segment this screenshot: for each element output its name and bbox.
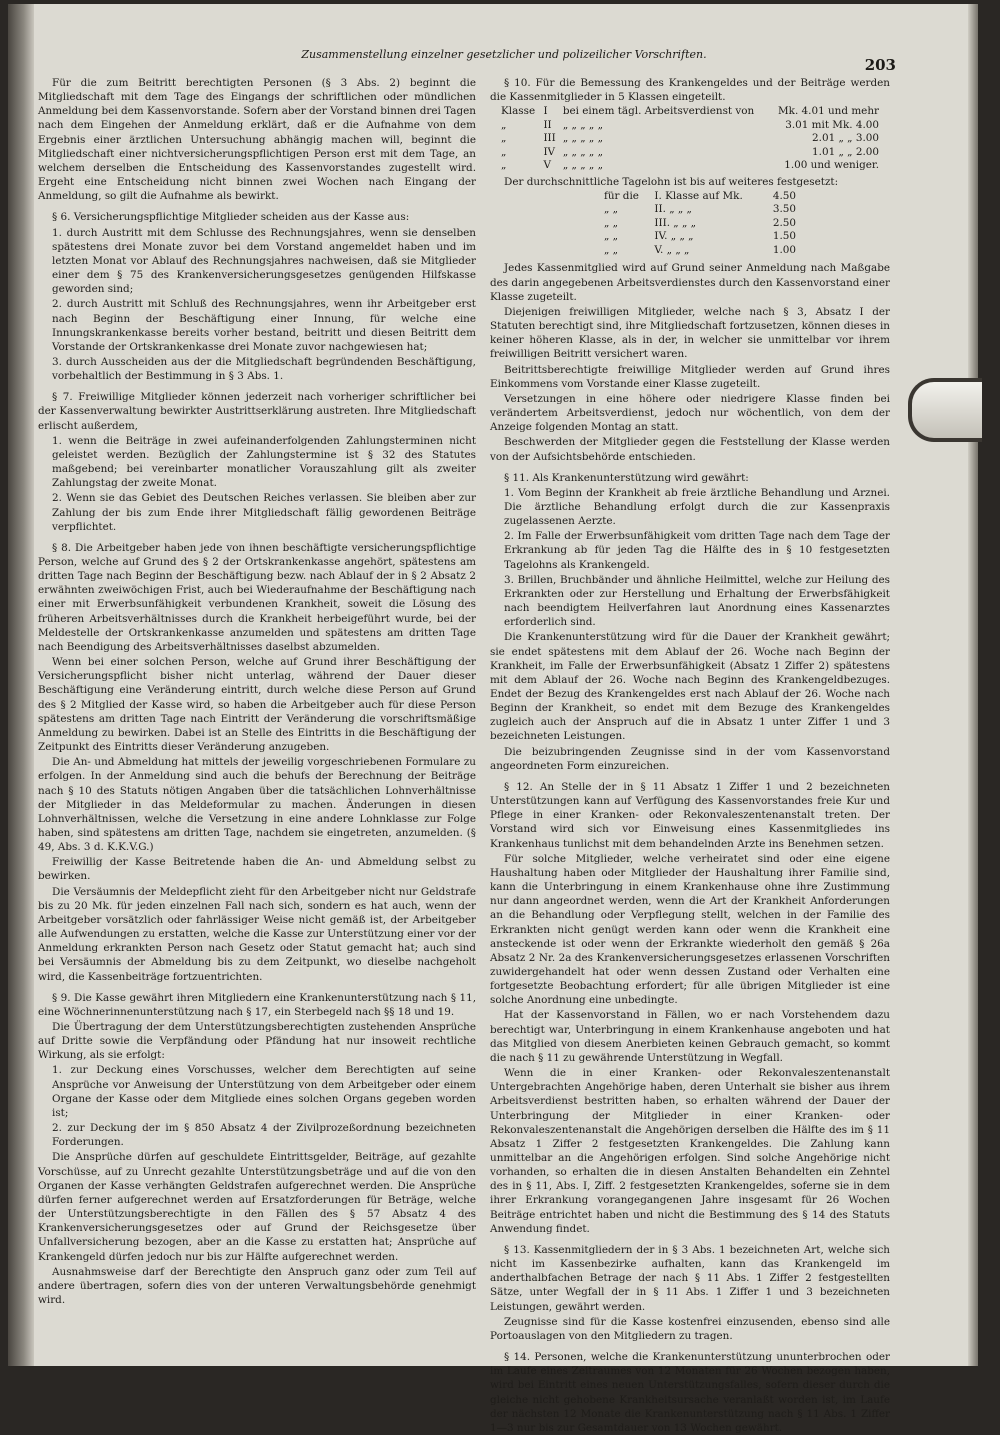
table-cell: „ „	[604, 216, 619, 229]
book-page	[8, 4, 978, 1434]
table-cell: 3.50	[772, 203, 796, 216]
table-row	[498, 159, 882, 173]
section-12: § 12. An Stelle der in § 11 Absatz 1 Ziffer 1 und 2 bezeichneten Unterstützungen kann auf Verfügung des Kassenvorstandes freie Kur und Pflege in einer Kranken- oder Rekonvaleszentenanstalt treten. Der Vorstand wird sich vor Einweisung eines Kassenmitgliedes ins Krankenhaus tunlichst mit dem behandelnden Arzte ins Benehmen setzen.	[490, 780, 890, 850]
table-cell: 2.50	[772, 216, 796, 229]
page-edge	[968, 4, 978, 1366]
paragraph: Zeugnisse sind für die Kasse kostenfrei einzusenden, ebenso sind alle Portoauslagen von den Mitgliedern zu tragen.	[490, 1315, 890, 1342]
table-cell: IV	[543, 145, 556, 158]
wage-table	[600, 190, 800, 258]
table-cell: 1.00 und weniger.	[784, 159, 879, 172]
table-row	[498, 132, 882, 146]
list-item: 1. Vom Beginn der Krankheit ab freie ärztliche Behandlung und Arznei. Die ärztliche Behandlung erfolgt durch die zur Kassenpraxis zugelassenen Aerzte.	[504, 486, 890, 528]
table-cell: V. „ „ „	[654, 243, 690, 256]
table-cell: Klasse	[501, 105, 536, 118]
list-item: 2. Im Falle der Erwerbsunfähigkeit vom dritten Tage nach dem Tage der Erkrankung ab für jeden Tag die Hälfte des in § 10 festgesetzten Tagelohns als Krankengeld.	[504, 530, 890, 571]
table-cell: bei einem tägl. Arbeitsverdienst von	[562, 105, 755, 118]
section-6-heading: § 6. Versicherungspflichtige Mitglieder scheiden aus der Kasse aus:	[52, 211, 410, 224]
table-row	[600, 244, 800, 258]
paragraph: Versetzungen in eine höhere oder niedrigere Klasse finden bei verändertem Arbeitsverdienst, jedoch nur wöchentlich, von dem der Anzeige folgenden Montag an statt.	[490, 392, 890, 434]
table-cell: „ „	[604, 243, 619, 256]
paragraph: Wenn die in einer Kranken- oder Rekonvaleszentenanstalt Untergebrachten Angehörige haben, deren Unterhalt sie bisher aus ihrem Arbeitsverdienst bestritten haben, so erhalten während der Dauer der Unterbringung der Mitglieder in einer Kranken- oder Rekonvaleszentenanstalt die Angehörigen derselben die Hälfte des im § 11 Absatz 1 Ziffer 2 festgesetzten Krankengeldes. Die Zahlung kann unmittelbar an die Angehörigen erfolgen. Sind solche Angehörige nicht vorhanden, so erhalten die in diesen Anstalten Behandelten ein Zehntel des in § 11, Abs. I, Ziff. 2 festgesetzten Krankengeldes, soferne sie in dem ihrer Erkrankung vorangegangenen Jahre insgesamt für 26 Wochen Beiträge entrichtet haben und nicht die Bestimmung des § 14 des Statuts Anwendung findet.	[490, 1067, 890, 1235]
right-column	[490, 76, 890, 1434]
section-8: § 8. Die Arbeitgeber haben jede von ihnen beschäftigte versicherungspflichtige Person, welche auf Grund des § 2 der Ortskrankenkasse angehört, spätestens am dritten Tage nach Beginn der Beschäftigung bezw. nach Ablauf der in § 2 Absatz 2 erwähnten zweiwöchigen Frist, auch bei Wiederaufnahme der Beschäftigung nach einer mit Erwerbsunfähigkeit verbundenen Krankheit, soweit die Lösung des früheren Arbeitsverhältnisses durch die Krankheit herbeigeführt wurde, bei der Meldestelle der Ortskrankenkasse anzumelden und spätestens am dritten Tage nach Beendigung des Arbeitsverhältnisses daselbst abzumelden.	[38, 541, 476, 653]
table-cell: „	[501, 159, 507, 172]
list-item: 3. durch Ausscheiden aus der die Mitgliedschaft begründenden Beschäftigung, vorbehaltlich der Bestimmung in § 3 Abs. 1.	[52, 355, 476, 383]
table-cell: 1.01 „ „ 2.00	[812, 145, 879, 158]
section-9: § 9. Die Kasse gewährt ihren Mitgliedern eine Krankenunterstützung nach § 11, eine Wöchnerinnenunterstützung nach § 17, ein Sterbegeld nach §§ 18 und 19.	[38, 991, 476, 1018]
paragraph: Die Krankenunterstützung wird für die Dauer der Krankheit gewährt; sie endet spätestens mit dem Ablauf der 26. Woche nach Beginn der Krankheit, im Falle der Erwerbsunfähigkeit (Absatz 1 Ziffer 2) spätestens mit dem Ablauf der 26. Woche nach Beginn des Krankengeldbezuges. Endet der Bezug des Krankengeldes erst nach Ablauf der 26. Woche nach Beginn der Krankheit, so endet mit dem Bezuge des Krankengeldes zugleich auch der Anspruch auf die in Absatz 1 unter Ziffer 1 und 3 bezeichneten Leistungen.	[490, 631, 890, 743]
table-row	[600, 190, 800, 204]
table-cell: 1.50	[772, 230, 796, 243]
table-cell: III. „ „ „	[654, 216, 697, 229]
section-11-heading: § 11. Als Krankenunterstützung wird gewährt:	[504, 471, 749, 484]
paragraph: Jedes Kassenmitglied wird auf Grund seiner Anmeldung nach Maßgabe des darin angegebenen Arbeitsverdienstes durch den Kassenvorstand einer Klasse zugeteilt.	[490, 262, 890, 303]
list-item: 1. zur Deckung eines Vorschusses, welcher dem Berechtigten auf seine Ansprüche vor Anweisung der Unterstützung von dem Arbeitgeber oder einem Organe der Kasse oder dem Mitgliede eines solchen Organs gegeben worden ist;	[52, 1064, 476, 1119]
table-cell: „ „ „ „ „	[562, 159, 603, 172]
paragraph: Freiwillig der Kasse Beitretende haben die An- und Abmeldung selbst zu bewirken.	[38, 856, 476, 883]
running-title: Zusammenstellung einzelner gesetzlicher und polizeilicher Vorschriften.	[301, 48, 707, 61]
section-13: § 13. Kassenmitgliedern der in § 3 Abs. 1 bezeichneten Art, welche sich nicht im Kassenbezirke aufhalten, kann das Krankengeld im anderthalbfachen Betrage der nach § 11 Abs. 1 Ziffer 2 festgestellten Sätze, unter Wegfall der in § 11 Abs. 1 Ziffer 1 und 3 bezeichneten Leistungen, gewährt werden.	[490, 1243, 890, 1313]
table-cell: I	[543, 105, 548, 118]
section-14: § 14. Personen, welche die Krankenunterstützung ununterbrochen oder im Laufe eines Zeitraumes von 12 Monaten für 26 Wochen bezogen haben, wird bei Eintritt eines neuen Unterstützungsfalles, sofern dieser durch die gleiche nicht gehobene Krankheitsursache veranlaßt worden ist, im Laufe der nächsten 12 Monate die Krankenunterstützung nach § 11 Abs. 1 Ziffer 1—3 nur bis zur Gesamtdauer von 13 Wochen gewährt.	[490, 1351, 890, 1434]
table-cell: „ „	[604, 203, 619, 216]
table-cell: II. „ „ „	[654, 203, 692, 216]
table-cell: 3.01 mit Mk. 4.00	[785, 118, 879, 131]
paragraph: Der durchschnittliche Tagelohn ist bis auf weiteres festgesetzt:	[504, 175, 839, 188]
table-row	[498, 105, 882, 119]
table-cell: „	[501, 145, 507, 158]
list-item: 2. durch Austritt mit Schluß des Rechnungsjahres, wenn ihr Arbeitgeber erst nach Beginn der Beschäftigung einer Innung, für welche eine Innungskrankenkasse bereits vorher bestand, beitritt und diesen Beitritt dem Vorstande der Ortskrankenkasse drei Monate zuvor nachgewiesen hat;	[52, 298, 476, 353]
table-cell: IV. „ „ „	[654, 230, 694, 243]
table-cell: Mk. 4.01 und mehr	[778, 105, 879, 118]
table-cell: „	[501, 118, 507, 131]
paragraph: Ausnahmsweise darf der Berechtigte den Anspruch ganz oder zum Teil auf andere übertragen, sofern dies von der unteren Verwaltungsbehörde genehmigt wird.	[38, 1265, 476, 1306]
table-cell: I. Klasse auf Mk.	[654, 189, 743, 202]
section-10: § 10. Für die Bemessung des Krankengeldes und der Beiträge werden die Kassenmitglieder in 5 Klassen eingeteilt.	[490, 77, 890, 104]
list-item: 1. wenn die Beiträge in zwei aufeinanderfolgenden Zahlungsterminen nicht geleistet werden. Bezüglich der Zahlungstermine ist § 32 des Statutes maßgebend; bei vereinbarter monatlicher Vorauszahlung gilt als zweiter Zahlungstag der zweite Monat.	[52, 434, 476, 490]
paragraph: Beschwerden der Mitglieder gegen die Feststellung der Klasse werden von der Aufsichtsbehörde entschieden.	[490, 436, 890, 463]
table-row	[498, 146, 882, 160]
paragraph: Die Versäumnis der Meldepflicht zieht für den Arbeitgeber nicht nur Geldstrafe bis zu 20 Mk. für jeden einzelnen Fall nach sich, sondern es hat auch, wenn der Arbeitgeber vorsätzlich oder fahrlässiger Weise nicht gemäß ist, der Arbeitgeber alle Aufwendungen zu erstatten, welche die Kasse zur Unterstützung einer vor der Anmeldung erkrankten Person nach Gesetz oder Statut gemacht hat; auch sind bei Versäumnis der Abmeldung bis zu dem Zeitpunkt, wo dieselbe nachgeholt wird, die Kassenbeiträge fortzuentrichten.	[38, 885, 476, 983]
list-item: 2. zur Deckung der im § 850 Absatz 4 der Zivilprozeßordnung bezeichneten Forderungen.	[52, 1122, 476, 1149]
page-number: 203	[864, 56, 896, 74]
table-cell: „ „ „ „ „	[562, 118, 603, 131]
left-column	[38, 76, 476, 1344]
list-item: 2. Wenn sie das Gebiet des Deutschen Reiches verlassen. Sie bleiben aber zur Zahlung der bis zum Ende ihrer Mitgliedschaft fällig gewordenen Beiträge verpflichtet.	[52, 492, 476, 533]
table-cell: III	[543, 132, 556, 145]
table-cell: V	[543, 159, 551, 172]
book-spine	[8, 4, 34, 1366]
table-cell: 2.01 „ „ 3.00	[812, 132, 879, 145]
register-tab	[908, 378, 982, 442]
paragraph: Wenn bei einer solchen Person, welche auf Grund ihrer Beschäftigung der Versicherungspflicht bisher nicht unterlag, während der Dauer dieser Beschäftigung eine Veränderung eintritt, durch welche diese Person auf Grund des § 2 Mitglied der Kasse wird, so haben die Arbeitgeber auch für diese Person spätestens am dritten Tage nach Eintritt der Veränderung die vorschriftsmäßige Anmeldung zu bewirken. Dabei ist an Stelle des Eintritts in die Beschäftigung der Zeitpunkt des Eintritts dieser Veränderung anzugeben.	[38, 656, 476, 754]
table-cell: für die	[604, 189, 639, 202]
table-cell: „ „ „ „ „	[562, 132, 603, 145]
table-cell: 1.00	[772, 243, 796, 256]
table-row	[498, 119, 882, 133]
table-cell: „	[501, 132, 507, 145]
paragraph: Die Ansprüche dürfen auf geschuldete Eintrittsgelder, Beiträge, auf gezahlte Vorschüsse, auf zu Unrecht gezahlte Unterstützungsbeträge und auf die von den Organen der Kasse verhängten Geldstrafen aufgerechnet werden. Die Ansprüche dürfen ferner aufgerechnet werden auf Ersatzforderungen für Beträge, welche der Unterstützungsberechtigte in den Fällen des § 57 Absatz 4 des Krankenversicherungsgesetzes oder auf Grund der Reichsgesetze über Unfallversicherung bezogen, aber an die Kasse zu erstatten hat; Ansprüche auf Krankengeld dürfen jedoch nur bis zur Hälfte aufgerechnet werden.	[38, 1151, 476, 1263]
paragraph: Die An- und Abmeldung hat mittels der jeweilig vorgeschriebenen Formulare zu erfolgen. In der Anmeldung sind auch die behufs der Berechnung der Beiträge nach § 10 des Statuts nötigen Angaben über die tatsächlichen Lohnverhältnisse der Mitglieder in das Meldeformular zu machen. Änderungen in diesen Lohnverhältnissen, welche die Versetzung in eine andere Lohnklasse zur Folge haben, sind spätestens am dritten Tage, nachdem sie eingetreten, anzumelden. (§ 49, Abs. 3 d. K.K.V.G.)	[38, 756, 476, 854]
table-row	[600, 203, 800, 217]
table-row	[600, 230, 800, 244]
paragraph: Die beizubringenden Zeugnisse sind in der vom Kassenvorstand angeordneten Form einzureichen.	[490, 745, 890, 772]
paragraph: Die Übertragung der dem Unterstützungsberechtigten zustehenden Ansprüche auf Dritte sowie die Verpfändung oder Pfändung hat nur insoweit rechtliche Wirkung, als sie erfolgt:	[38, 1021, 476, 1062]
table-cell: „ „	[604, 230, 619, 243]
list-item: 1. durch Austritt mit dem Schlusse des Rechnungsjahres, wenn sie denselben spätestens drei Monate zuvor bei dem Vorstand angemeldet haben und im letzten Monat vor Ablauf des Rechnungsjahres nachweisen, daß sie Mitglieder einer dem § 75 des Krankenversicherungsgesetzes genügenden Hilfskasse geworden sind;	[52, 226, 476, 296]
paragraph: Für solche Mitglieder, welche verheiratet sind oder eine eigene Haushaltung haben oder Mitglieder der Haushaltung ihrer Familie sind, kann die Unterbringung in einem Krankenhause ohne ihre Zustimmung nur dann angeordnet werden, wenn die Art der Krankheit Anforderungen an die Behandlung oder Verpflegung stellt, welchen in der Familie des Erkrankten nicht genügt werden kann oder wenn die Krankheit eine ansteckende ist oder wenn der Erkrankte wiederholt den gemäß § 26a Absatz 2 Nr. 2a des Krankenversicherungsgesetzes erlassenen Vorschriften zuwidergehandelt hat oder wenn dessen Zustand oder Verhalten eine fortgesetzte Beobachtung erfordert; für alle übrigen Mitglieder ist eine solche Anordnung eine unbedingte.	[490, 852, 890, 1007]
paragraph: Diejenigen freiwilligen Mitglieder, welche nach § 3, Absatz I der Statuten berechtigt sind, ihre Mitgliedschaft fortzusetzen, können dieses in keiner höheren Klasse, als in der, in welcher sie unmittelbar vor ihrem freiwilligen Beitritt versichert waren.	[490, 305, 890, 361]
list-item: 3. Brillen, Bruchbänder und ähnliche Heilmittel, welche zur Heilung des Erkrankten oder zur Herstellung und Erhaltung der Erwerbsfähigkeit nach beendigtem Heilverfahren laut Anordnung eines Kassenarztes erforderlich sind.	[504, 573, 890, 629]
table-row	[600, 217, 800, 231]
paragraph: Beitrittsberechtigte freiwillige Mitglieder werden auf Grund ihres Einkommens vom Vorstande einer Klasse zugeteilt.	[490, 363, 890, 390]
paragraph: Für die zum Beitritt berechtigten Personen (§ 3 Abs. 2) beginnt die Mitgliedschaft mit dem Tage des Eingangs der schriftlichen oder mündlichen Anmeldung bei dem Kassenvorstande. Sofern aber der Vorstand binnen drei Tagen nach dem Eingehen der Anmeldung erklärt, daß er die Aufnahme von dem Ergebnis einer ärztlichen Untersuchung abhängig machen will, beginnt die Mitgliedschaft einer nichtversicherungspflichtigen Person erst mit dem Tage, an welchem derselben die Entscheidung des Kassenvorstandes zugestellt wird. Ergeht eine Entscheidung nicht binnen zwei Wochen nach Eingang der Anmeldung, so gilt die Aufnahme als bewirkt.	[38, 77, 476, 203]
section-7: § 7. Freiwillige Mitglieder können jederzeit nach vorheriger schriftlicher bei der Kassenverwaltung bewirkter Austrittserklärung austreten. Ihre Mitgliedschaft erlischt außerdem,	[38, 391, 476, 432]
table-cell: „ „ „ „ „	[562, 145, 603, 158]
paragraph: Hat der Kassenvorstand in Fällen, wo er nach Vorstehendem dazu berechtigt war, Unterbringung in einem Krankenhause angeboten und hat das Mitglied von diesem Anerbieten keinen Gebrauch gemacht, so kommt die nach § 11 zu gewährende Unterstützung in Wegfall.	[490, 1009, 890, 1064]
table-cell: II	[543, 118, 552, 131]
class-table	[498, 105, 882, 173]
table-cell: 4.50	[772, 189, 796, 202]
